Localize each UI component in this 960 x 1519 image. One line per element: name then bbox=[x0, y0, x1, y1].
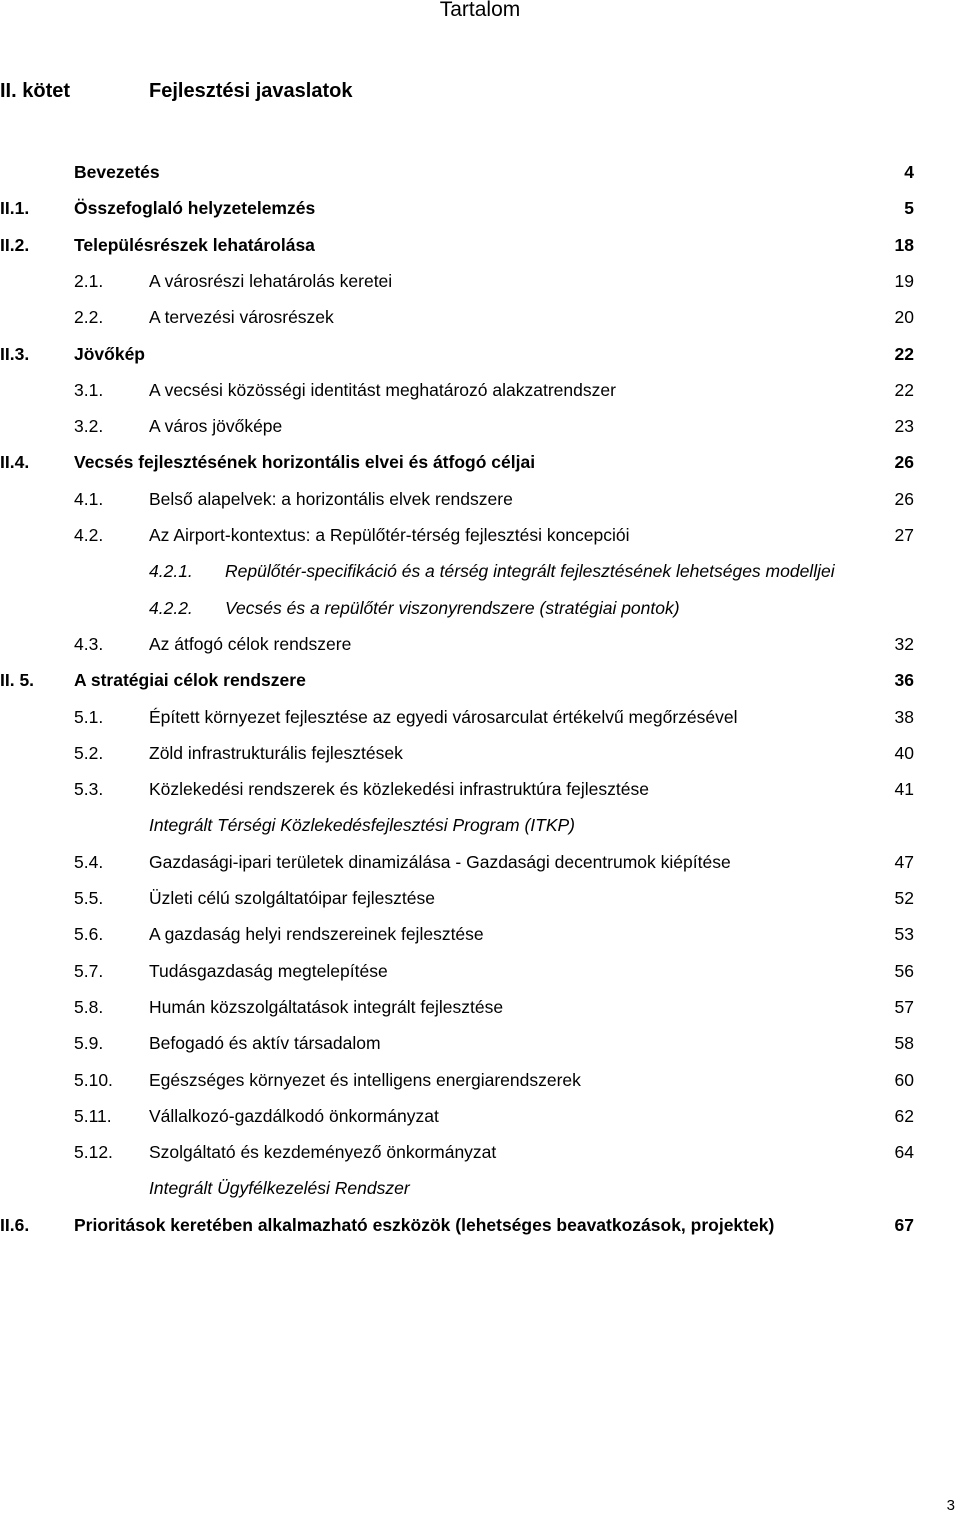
toc-entry bbox=[0, 596, 960, 620]
toc-entry bbox=[0, 233, 960, 257]
toc-entry-title: A város jövőképe bbox=[149, 416, 283, 436]
toc-entry bbox=[0, 1031, 960, 1055]
volume-number: II. kötet bbox=[0, 80, 71, 102]
toc-entry bbox=[0, 632, 960, 656]
toc-entry-page: 19 bbox=[894, 271, 914, 291]
toc-entry bbox=[0, 378, 960, 402]
toc-entry bbox=[0, 342, 960, 366]
toc-entry bbox=[0, 1068, 960, 1092]
toc-entry bbox=[0, 886, 960, 910]
toc-entry-title: A városrészi lehatárolás keretei bbox=[149, 271, 393, 291]
toc-entry-page: 58 bbox=[894, 1033, 914, 1053]
toc-entry-number: 3.1. bbox=[74, 380, 104, 400]
toc-entry-page: 67 bbox=[894, 1215, 914, 1235]
toc-entry bbox=[0, 1213, 960, 1237]
toc-entry-title: Prioritások keretében alkalmazható eszközök (lehetséges beavatkozások, projektek) bbox=[74, 1215, 775, 1235]
toc-entry-page: 62 bbox=[894, 1106, 914, 1126]
toc-entry-title: Bevezetés bbox=[74, 162, 160, 182]
toc-entry-number: 5.9. bbox=[74, 1033, 104, 1053]
toc-entry-title: Üzleti célú szolgáltatóipar fejlesztése bbox=[149, 888, 435, 908]
toc-entry-title: Integrált Ügyfélkezelési Rendszer bbox=[149, 1178, 410, 1198]
toc-entry-number: II.2. bbox=[0, 235, 30, 255]
toc-entry bbox=[0, 741, 960, 765]
toc-entry-title: Közlekedési rendszerek és közlekedési infrastruktúra fejlesztése bbox=[149, 779, 649, 799]
toc-entry-title: Repülőtér-specifikáció és a térség integrált fejlesztésének lehetséges modelljei bbox=[225, 561, 835, 581]
toc-entry-page: 27 bbox=[894, 525, 914, 545]
toc-entry-page: 64 bbox=[894, 1142, 914, 1162]
toc-entry-number: 5.5. bbox=[74, 888, 104, 908]
toc-entry-page: 38 bbox=[894, 707, 914, 727]
toc-entry-page: 47 bbox=[894, 852, 914, 872]
toc-entry-number: 2.1. bbox=[74, 271, 104, 291]
toc-entry-number: 5.12. bbox=[74, 1142, 113, 1162]
toc-entry-page: 23 bbox=[894, 416, 914, 436]
toc-entry-number: 4.2. bbox=[74, 525, 104, 545]
toc-entry bbox=[0, 160, 960, 184]
toc-entry-title: A tervezési városrészek bbox=[149, 307, 334, 327]
toc-entry-title: Tudásgazdaság megtelepítése bbox=[149, 961, 388, 981]
toc-entry-number: 5.8. bbox=[74, 997, 104, 1017]
toc-entry-page: 53 bbox=[894, 924, 914, 944]
toc-entry-title: Szolgáltató és kezdeményező önkormányzat bbox=[149, 1142, 497, 1162]
toc-entry-title: Településrészek lehatárolása bbox=[74, 235, 315, 255]
toc-entry-title: Befogadó és aktív társadalom bbox=[149, 1033, 381, 1053]
toc-entry-number: 5.4. bbox=[74, 852, 104, 872]
toc-entry-page: 56 bbox=[894, 961, 914, 981]
toc-entry-title: Belső alapelvek: a horizontális elvek rendszere bbox=[149, 489, 513, 509]
toc-entry-page: 40 bbox=[894, 743, 914, 763]
toc-entry-number: 5.2. bbox=[74, 743, 104, 763]
toc-entry bbox=[0, 450, 960, 474]
toc-entry-page: 22 bbox=[894, 380, 914, 400]
toc-entry-page: 5 bbox=[904, 198, 914, 218]
toc-entry bbox=[0, 922, 960, 946]
toc-entry bbox=[0, 705, 960, 729]
toc-entry-title: Egészséges környezet és intelligens energiarendszerek bbox=[149, 1070, 581, 1090]
toc-entry bbox=[0, 305, 960, 329]
toc-entry-title: A stratégiai célok rendszere bbox=[74, 670, 306, 690]
toc-entry-number: 4.2.1. bbox=[149, 561, 193, 581]
toc-entry bbox=[0, 487, 960, 511]
toc-entry-title: Humán közszolgáltatások integrált fejlesztése bbox=[149, 997, 504, 1017]
toc-entry bbox=[0, 196, 960, 220]
toc-entry-page: 22 bbox=[894, 344, 914, 364]
toc-entry-number: 2.2. bbox=[74, 307, 104, 327]
toc-entry-number: II. 5. bbox=[0, 670, 35, 690]
toc-entry-number: II.4. bbox=[0, 452, 30, 472]
toc-entry-number: 5.6. bbox=[74, 924, 104, 944]
toc-entry-number: 3.2. bbox=[74, 416, 104, 436]
toc-entry-title: Zöld infrastrukturális fejlesztések bbox=[149, 743, 403, 763]
toc-entry-page: 4 bbox=[904, 162, 914, 182]
toc-entry-title: Épített környezet fejlesztése az egyedi városarculat értékelvű megőrzésével bbox=[149, 707, 738, 727]
toc-entry-title: A vecsési közösségi identitást meghatározó alakzatrendszer bbox=[149, 380, 616, 400]
toc-entry bbox=[0, 1140, 960, 1164]
toc-entry-page: 60 bbox=[894, 1070, 914, 1090]
toc-entry-title: Összefoglaló helyzetelemzés bbox=[74, 198, 316, 218]
toc-entry bbox=[0, 995, 960, 1019]
toc-entry-number: 5.7. bbox=[74, 961, 104, 981]
toc-entry-title: Gazdasági-ipari területek dinamizálása - Gazdasági decentrumok kiépítése bbox=[149, 852, 731, 872]
toc-entry bbox=[0, 668, 960, 692]
toc-entry-number: 4.3. bbox=[74, 634, 104, 654]
toc-entry bbox=[0, 959, 960, 983]
toc-entry-title: A gazdaság helyi rendszereinek fejlesztése bbox=[149, 924, 484, 944]
toc-entry bbox=[0, 1176, 960, 1200]
toc-entry-page: 18 bbox=[894, 235, 914, 255]
toc-entry-number: 5.11. bbox=[74, 1106, 112, 1126]
toc-entry bbox=[0, 559, 960, 583]
toc-entry-title: Integrált Térségi Közlekedésfejlesztési Program (ITKP) bbox=[149, 815, 575, 835]
page-title: Tartalom bbox=[439, 0, 521, 21]
toc-entry bbox=[0, 813, 960, 837]
toc-entry-page: 36 bbox=[894, 670, 914, 690]
toc-entry-number: 4.1. bbox=[74, 489, 104, 509]
toc-entry bbox=[0, 414, 960, 438]
toc-entry-page: 26 bbox=[894, 489, 914, 509]
toc-entry-title: Vecsés és a repülőtér viszonyrendszere (stratégiai pontok) bbox=[225, 598, 680, 618]
toc-entry-title: Vecsés fejlesztésének horizontális elvei és átfogó céljai bbox=[74, 452, 536, 472]
toc-entry-number: 4.2.2. bbox=[149, 598, 193, 618]
toc-entry-title: Jövőkép bbox=[74, 344, 145, 364]
toc-entry-number: II.6. bbox=[0, 1215, 30, 1235]
toc-entry bbox=[0, 1104, 960, 1128]
toc-entry-page: 20 bbox=[894, 307, 914, 327]
toc-entry bbox=[0, 523, 960, 547]
toc-entry-page: 57 bbox=[894, 997, 914, 1017]
toc-entry-page: 32 bbox=[894, 634, 914, 654]
toc-entry-page: 52 bbox=[894, 888, 914, 908]
toc-entry-number: II.1. bbox=[0, 198, 30, 218]
toc-entry bbox=[0, 269, 960, 293]
toc-entry-number: II.3. bbox=[0, 344, 30, 364]
toc-entry bbox=[0, 777, 960, 801]
toc-entry-number: 5.3. bbox=[74, 779, 104, 799]
toc-entry-title: Az Airport-kontextus: a Repülőtér-térség fejlesztési koncepciói bbox=[149, 525, 630, 545]
page-number: 3 bbox=[946, 1497, 955, 1514]
toc-entry-number: 5.1. bbox=[74, 707, 104, 727]
toc-entry-page: 41 bbox=[894, 779, 914, 799]
toc-entry bbox=[0, 850, 960, 874]
toc-entry-title: Az átfogó célok rendszere bbox=[149, 634, 352, 654]
volume-title: Fejlesztési javaslatok bbox=[149, 80, 353, 102]
toc-entry-number: 5.10. bbox=[74, 1070, 113, 1090]
toc-entry-title: Vállalkozó-gazdálkodó önkormányzat bbox=[149, 1106, 439, 1126]
toc-entry-page: 26 bbox=[894, 452, 914, 472]
